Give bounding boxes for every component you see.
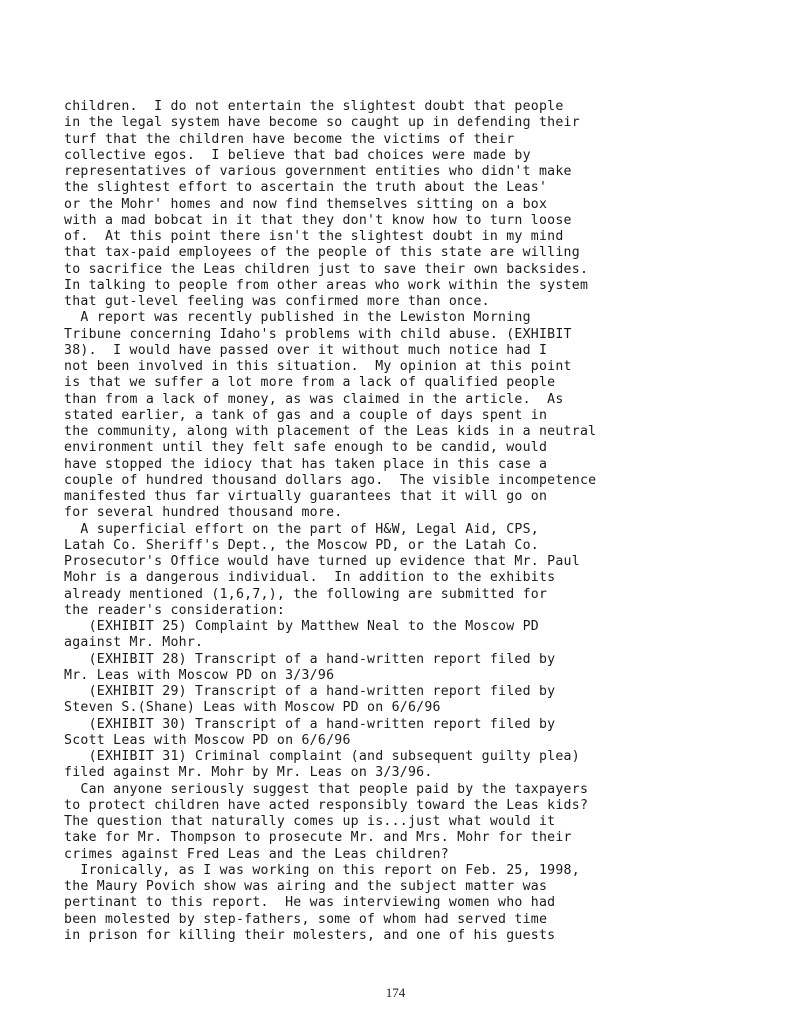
text-line: is that we suffer a lot more from a lack of qualified people bbox=[64, 375, 556, 391]
text-line: the community, along with placement of the Leas kids in a neutral bbox=[64, 424, 597, 439]
text-line: than from a lack of money, as was claimed in the article. As bbox=[64, 391, 564, 407]
text-line: (EXHIBIT 25) Complaint by Matthew Neal to the Moscow PD bbox=[64, 619, 539, 634]
text-line: collective egos. I believe that bad choices were made by bbox=[64, 147, 531, 163]
text-line: have stopped the idiocy that has taken place in this case a bbox=[64, 456, 548, 472]
page-number: 174 bbox=[385, 985, 406, 1000]
text-line: Prosecutor's Office would have turned up evidence that Mr. Paul bbox=[64, 554, 580, 569]
body-text bbox=[64, 99, 724, 944]
text-line: Can anyone seriously suggest that people paid by the taxpayers bbox=[64, 781, 589, 797]
text-line: not been involved in this situation. My opinion at this point bbox=[64, 359, 572, 374]
text-line: already mentioned (1,6,7,), the following are submitted for bbox=[64, 586, 548, 602]
text-line: stated earlier, a tank of gas and a couple of days spent in bbox=[64, 407, 548, 423]
text-line: Steven S.(Shane) Leas with Moscow PD on 6/6/96 bbox=[64, 700, 441, 716]
text-line: in the legal system have become so caught up in defending their bbox=[64, 115, 580, 131]
text-line: 38). I would have passed over it without much notice had I bbox=[64, 342, 548, 358]
text-line: (EXHIBIT 31) Criminal complaint (and subsequent guilty plea) bbox=[64, 749, 580, 764]
text-line: (EXHIBIT 28) Transcript of a hand-written report filed by bbox=[64, 651, 556, 667]
text-line: that tax-paid employees of the people of this state are willing bbox=[64, 245, 580, 261]
text-line: representatives of various government entities who didn't make bbox=[64, 164, 572, 179]
text-line: (EXHIBIT 30) Transcript of a hand-written report filed by bbox=[64, 716, 556, 732]
text-line: against Mr. Mohr. bbox=[64, 635, 204, 651]
text-line: for several hundred thousand more. bbox=[64, 505, 343, 521]
text-line: been molested by step-fathers, some of whom had served time bbox=[64, 911, 548, 927]
text-line: manifested thus far virtually guarantees that it will go on bbox=[64, 489, 548, 504]
text-line: with a mad bobcat in it that they don't know how to turn loose bbox=[64, 212, 572, 228]
text-line: the reader's consideration: bbox=[64, 602, 286, 618]
text-line: The question that naturally comes up is...just what would it bbox=[64, 814, 556, 829]
text-line: to protect children have acted responsibly toward the Leas kids? bbox=[64, 797, 589, 813]
text-line: turf that the children have become the victims of their bbox=[64, 131, 515, 147]
text-line: in prison for killing their molesters, and one of his guests bbox=[64, 927, 556, 943]
text-line: children. I do not entertain the slightest doubt that people bbox=[64, 99, 564, 114]
text-line: Mohr is a dangerous individual. In addition to the exhibits bbox=[64, 570, 556, 586]
text-line: take for Mr. Thompson to prosecute Mr. and Mrs. Mohr for their bbox=[64, 830, 572, 846]
text-line: Ironically, as I was working on this report on Feb. 25, 1998, bbox=[64, 862, 580, 878]
text-line: Mr. Leas with Moscow PD on 3/3/96 bbox=[64, 667, 335, 683]
text-line: crimes against Fred Leas and the Leas children? bbox=[64, 846, 449, 862]
text-line: or the Mohr' homes and now find themselves sitting on a box bbox=[64, 196, 548, 212]
text-line: Latah Co. Sheriff's Dept., the Moscow PD, or the Latah Co. bbox=[64, 537, 539, 553]
text-line: pertinant to this report. He was interviewing women who had bbox=[64, 895, 556, 911]
text-line: environment until they felt safe enough to be candid, would bbox=[64, 440, 548, 456]
text-line: of. At this point there isn't the slightest doubt in my mind bbox=[64, 229, 564, 244]
text-line: the slightest effort to ascertain the truth about the Leas' bbox=[64, 180, 548, 196]
text-line: Tribune concerning Idaho's problems with child abuse. (EXHIBIT bbox=[64, 326, 572, 342]
text-line: In talking to people from other areas who work within the system bbox=[64, 277, 589, 293]
text-line: (EXHIBIT 29) Transcript of a hand-written report filed by bbox=[64, 684, 556, 699]
text-line: the Maury Povich show was airing and the subject matter was bbox=[64, 879, 548, 894]
text-line: filed against Mr. Mohr by Mr. Leas on 3/3/96. bbox=[64, 765, 433, 781]
text-line: couple of hundred thousand dollars ago. The visible incompetence bbox=[64, 472, 597, 488]
text-line: to sacrifice the Leas children just to save their own backsides. bbox=[64, 261, 589, 277]
text-line: Scott Leas with Moscow PD on 6/6/96 bbox=[64, 732, 351, 748]
text-line: A superficial effort on the part of H&W, Legal Aid, CPS, bbox=[64, 521, 539, 537]
text-line: that gut-level feeling was confirmed more than once. bbox=[64, 294, 490, 309]
text-line: A report was recently published in the Lewiston Morning bbox=[64, 310, 531, 326]
